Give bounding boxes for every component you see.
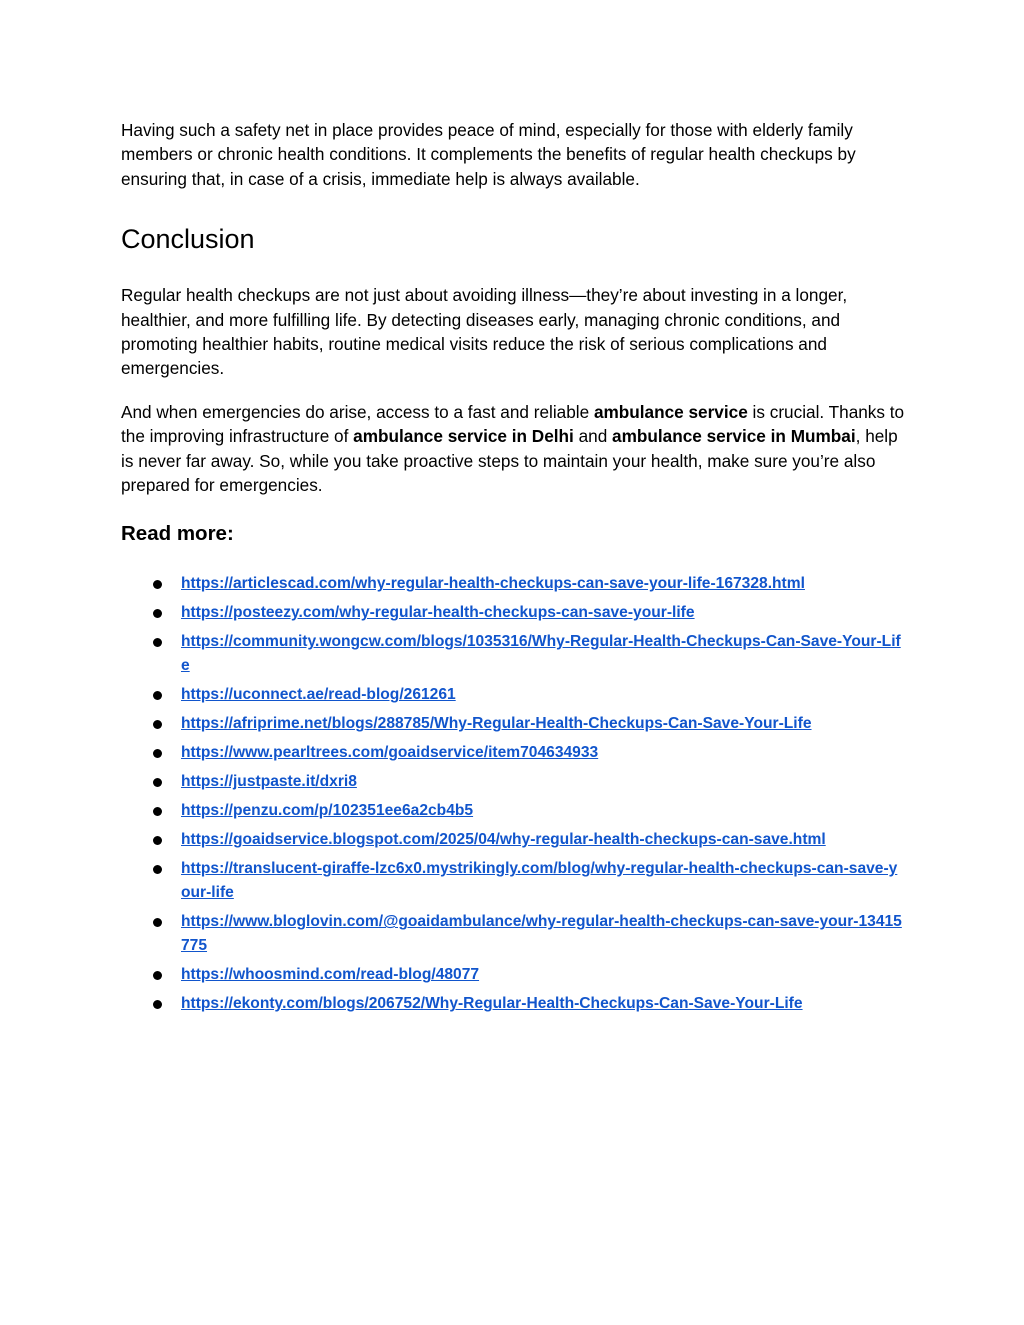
conclusion-paragraph: Regular health checkups are not just about avoiding illness—they’re about investing in a longer, healthier, and more fulfilling life. By detecting diseases early, managing chronic conditions, and promoting healthier habits, routine medical visits reduce the risk of serious complications and emergencies. bbox=[121, 285, 848, 379]
list-item bbox=[121, 910, 906, 958]
list-item bbox=[121, 601, 906, 625]
paragraph-text: , help is never far away. So, while you take proactive steps to maintain your health, make sure you’re also prepared for emergencies. bbox=[121, 426, 898, 496]
list-item bbox=[121, 683, 906, 707]
bullet-icon bbox=[153, 720, 162, 729]
read-more-link[interactable]: https://uconnect.ae/read-blog/261261 bbox=[181, 686, 456, 704]
bullet-icon bbox=[153, 638, 162, 647]
paragraph-text: is crucial. Thanks to the improving infrastructure of bbox=[121, 401, 905, 447]
read-more-link[interactable]: https://translucent-giraffe-lzc6x0.mystrikingly.com/blog/why-regular-health-checkups-can-save-your-life bbox=[181, 860, 898, 902]
bullet-icon bbox=[153, 580, 162, 589]
ambulance-paragraph bbox=[121, 400, 906, 498]
intro-paragraph: Having such a safety net in place provides peace of mind, especially for those with elderly family members or chronic health conditions. It complements the benefits of regular health checkups by ensuring that, in case of a crisis, immediate help is always available. bbox=[121, 120, 856, 189]
read-more-link[interactable]: https://www.pearltrees.com/goaidservice/item704634933 bbox=[181, 744, 599, 762]
bullet-icon bbox=[153, 691, 162, 700]
bullet-icon bbox=[153, 609, 162, 618]
bullet-icon bbox=[153, 778, 162, 787]
read-more-link-list bbox=[121, 572, 906, 1016]
read-more-link[interactable]: https://posteezy.com/why-regular-health-checkups-can-save-your-life bbox=[181, 604, 695, 622]
list-item bbox=[121, 741, 906, 765]
bold-ambulance-service-mumbai: ambulance service in Mumbai bbox=[612, 426, 856, 447]
list-item bbox=[121, 770, 906, 794]
read-more-link[interactable]: https://penzu.com/p/102351ee6a2cb4b5 bbox=[181, 802, 474, 820]
bullet-icon bbox=[153, 971, 162, 980]
list-item bbox=[121, 992, 906, 1016]
bullet-icon bbox=[153, 807, 162, 816]
read-more-link[interactable]: https://justpaste.it/dxri8 bbox=[181, 773, 357, 791]
list-item bbox=[121, 712, 906, 736]
read-more-link[interactable]: https://goaidservice.blogspot.com/2025/04/why-regular-health-checkups-can-save.html bbox=[181, 831, 826, 849]
list-item bbox=[121, 857, 906, 905]
bullet-icon bbox=[153, 918, 162, 927]
read-more-link[interactable]: https://www.bloglovin.com/@goaidambulance/why-regular-health-checkups-can-save-your-13415775 bbox=[181, 913, 902, 955]
bullet-icon bbox=[153, 836, 162, 845]
conclusion-heading: Conclusion bbox=[121, 224, 255, 255]
list-item bbox=[121, 799, 906, 823]
bullet-icon bbox=[153, 749, 162, 758]
read-more-link[interactable]: https://community.wongcw.com/blogs/1035316/Why-Regular-Health-Checkups-Can-Save-Your-Life bbox=[181, 633, 901, 675]
read-more-link[interactable]: https://articlescad.com/why-regular-health-checkups-can-save-your-life-167328.html bbox=[181, 575, 805, 593]
read-more-link[interactable]: https://ekonty.com/blogs/206752/Why-Regular-Health-Checkups-Can-Save-Your-Life bbox=[181, 995, 803, 1013]
list-item bbox=[121, 963, 906, 987]
document-page bbox=[121, 118, 906, 1021]
read-more-heading: Read more: bbox=[121, 522, 234, 546]
bold-ambulance-service-delhi: ambulance service in Delhi bbox=[353, 426, 574, 447]
paragraph-text: And when emergencies do arise, access to a fast and reliable bbox=[121, 401, 594, 422]
paragraph-text: and bbox=[573, 426, 613, 447]
bullet-icon bbox=[153, 865, 162, 874]
bullet-icon bbox=[153, 1000, 162, 1009]
bold-ambulance-service: ambulance service bbox=[593, 401, 748, 422]
list-item bbox=[121, 630, 906, 678]
list-item bbox=[121, 828, 906, 852]
read-more-link[interactable]: https://whoosmind.com/read-blog/48077 bbox=[181, 966, 480, 984]
read-more-link[interactable]: https://afriprime.net/blogs/288785/Why-Regular-Health-Checkups-Can-Save-Your-Life bbox=[181, 715, 812, 733]
list-item bbox=[121, 572, 906, 596]
